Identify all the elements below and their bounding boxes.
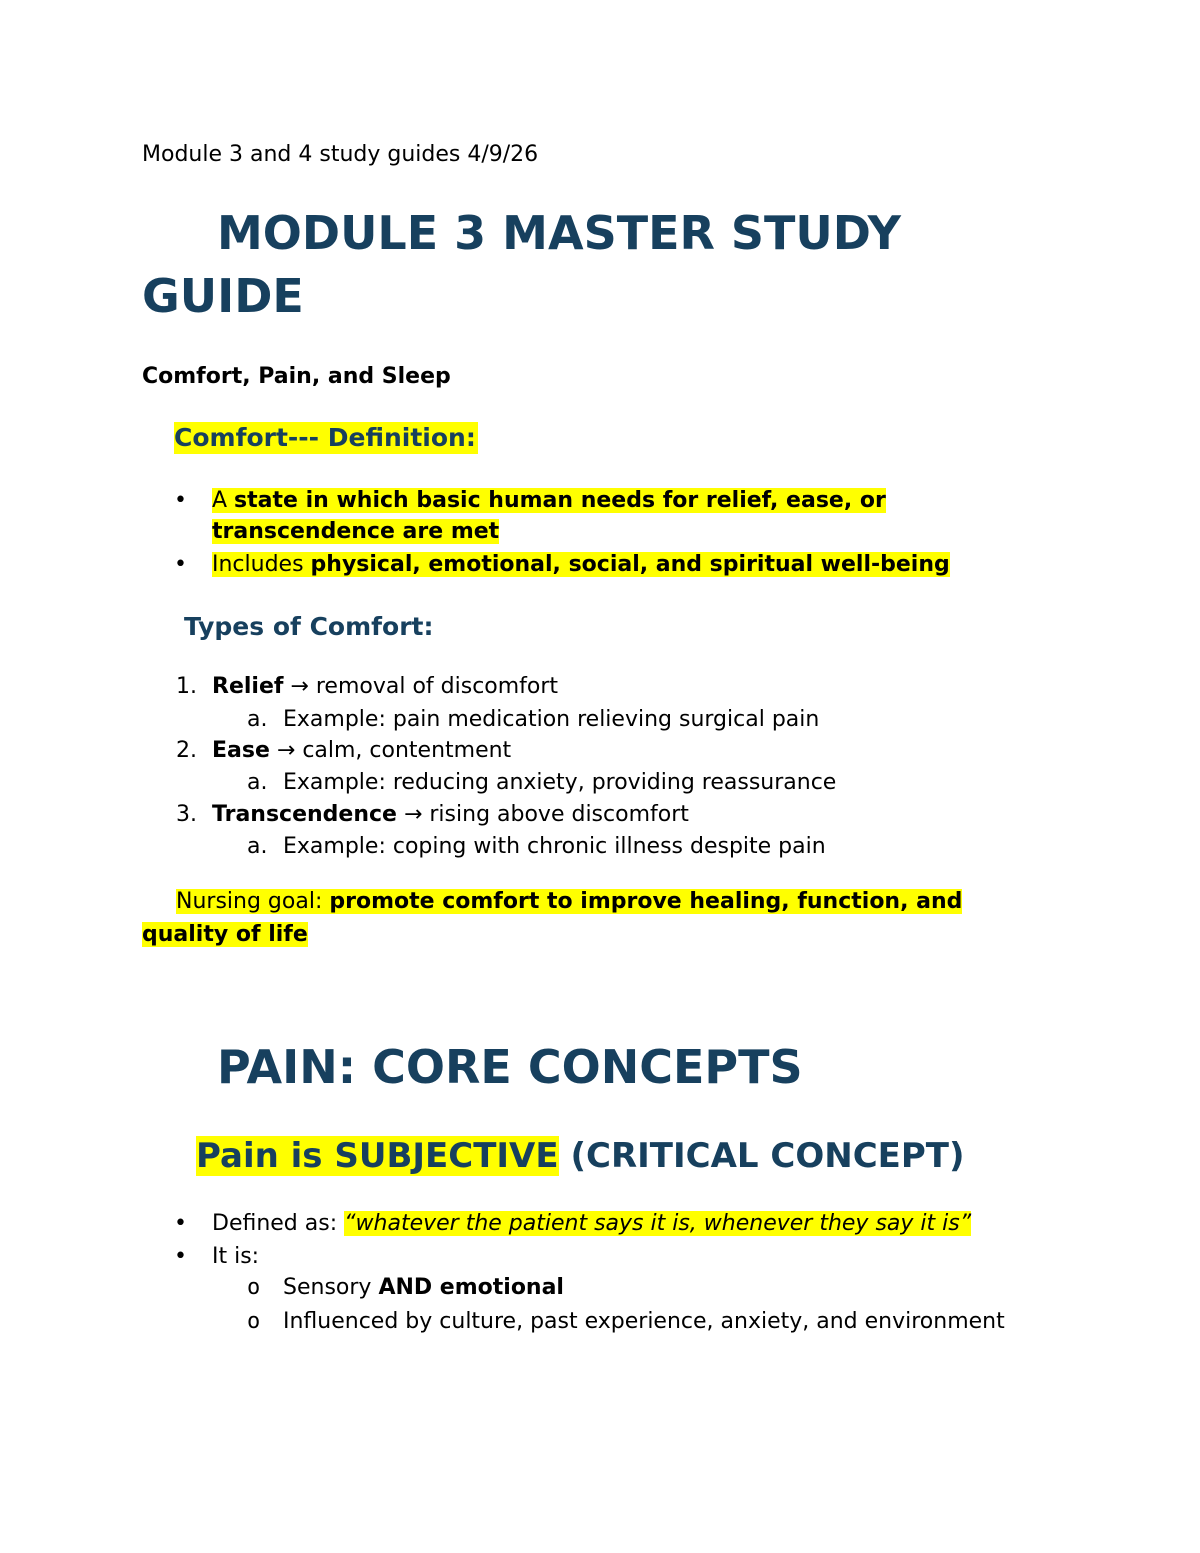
nursing-goal-line1: Nursing goal: promote comfort to improve healing, function, and [176, 889, 963, 914]
list-number: 3. [176, 802, 197, 827]
list-letter: a. [247, 834, 268, 859]
comfort-definition-heading: Comfort--- Definition: [174, 423, 476, 452]
bullet-icon: • [174, 1211, 187, 1236]
list-number: 2. [176, 738, 197, 763]
list-letter: a. [247, 770, 268, 795]
pain-sub-bullet-influences: Influenced by culture, past experience, anxiety, and environment [283, 1309, 1005, 1334]
comfort-type-relief: Relief → removal of discomfort [212, 674, 559, 699]
comfort-type-relief-example: Example: pain medication relieving surgical pain [283, 707, 820, 732]
comfort-type-ease-example: Example: reducing anxiety, providing reassurance [283, 770, 837, 795]
definition-bullet-2: Includes physical, emotional, social, and spiritual well-being [212, 552, 950, 577]
comfort-type-transcendence-example: Example: coping with chronic illness despite pain [283, 834, 826, 859]
sub-bullet-icon: o [247, 1309, 261, 1334]
comfort-type-transcendence: Transcendence → rising above discomfort [212, 802, 689, 827]
bullet-icon: • [174, 1244, 187, 1269]
nursing-goal-line2: quality of life [142, 922, 308, 947]
definition-bullet-1-line2: transcendence are met [212, 519, 500, 544]
pain-it-is-bullet: It is: [212, 1244, 260, 1269]
definition-bullet-1-line1: A state in which basic human needs for relief, ease, or [212, 488, 886, 513]
bullet-icon: • [174, 488, 187, 513]
pain-sub-bullet-sensory: Sensory AND emotional [283, 1275, 564, 1300]
main-title-line1: MODULE 3 MASTER STUDY [217, 206, 901, 260]
sub-bullet-icon: o [247, 1275, 261, 1300]
list-number: 1. [176, 674, 197, 699]
pain-core-concepts-heading: PAIN: CORE CONCEPTS [217, 1040, 803, 1094]
main-title-line2: GUIDE [142, 269, 304, 323]
pain-definition-bullet: Defined as: “whatever the patient says it is, whenever they say it is” [212, 1211, 972, 1236]
topic-subtitle: Comfort, Pain, and Sleep [142, 364, 451, 389]
types-of-comfort-heading: Types of Comfort: [184, 612, 434, 641]
pain-subjective-heading: Pain is SUBJECTIVE (CRITICAL CONCEPT) [196, 1136, 965, 1176]
document-header-line: Module 3 and 4 study guides 4/9/26 [142, 142, 539, 167]
bullet-icon: • [174, 552, 187, 577]
comfort-type-ease: Ease → calm, contentment [212, 738, 512, 763]
list-letter: a. [247, 707, 268, 732]
